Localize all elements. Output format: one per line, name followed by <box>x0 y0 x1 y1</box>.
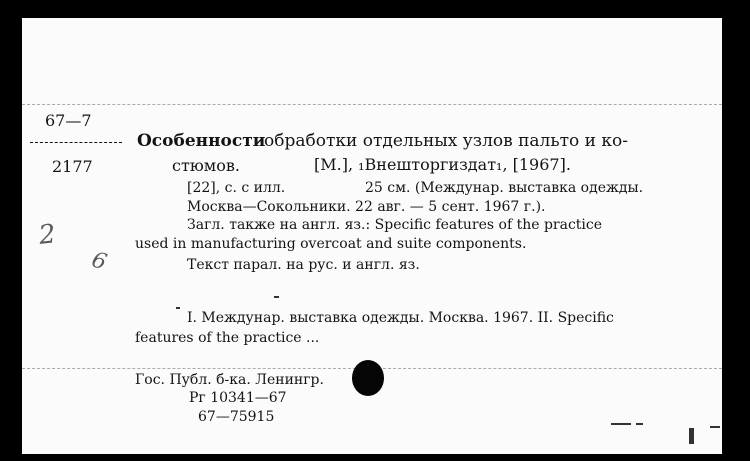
title-main-bold: Особенности <box>137 131 266 151</box>
parallel-text-note: Текст парал. на рус. и англ. яз. <box>187 257 420 273</box>
scan-speck <box>689 428 694 444</box>
registration-number: Рг 10341—67 <box>189 390 287 406</box>
left-scan-edge <box>0 0 22 461</box>
description-pages: [22], с. с илл. <box>187 180 286 196</box>
handwritten-number: 2 <box>37 219 58 251</box>
scan-speck <box>274 296 279 298</box>
control-number: 67—75915 <box>198 409 275 425</box>
subject-entry-line-2: features of the practice ... <box>135 330 320 346</box>
right-scan-edge <box>722 18 750 461</box>
handwritten-mark: 6 <box>88 247 110 276</box>
publication-info: [М.], ₁Внешторгиздат₁, [1967]. <box>314 155 571 174</box>
scan-speck <box>710 426 720 428</box>
call-number-rule <box>30 142 122 143</box>
scan-speck <box>176 307 180 309</box>
library-stamp: Гос. Публ. б-ка. Ленингр. <box>135 372 324 388</box>
description-size-series: 25 см. (Междунар. выставка одежды. <box>365 180 644 196</box>
library-catalog-card <box>22 18 722 454</box>
english-title-note: Загл. также на англ. яз.: Specific features of the practice <box>187 217 603 233</box>
bottom-scan-edge <box>0 454 750 461</box>
call-number-bottom: 2177 <box>52 157 93 176</box>
english-title-continued: used in manufacturing overcoat and suite components. <box>135 236 527 252</box>
card-rule-top <box>22 104 722 105</box>
title-main-rest: обработки отдельных узлов пальто и ко- <box>264 131 628 151</box>
description-series-dates: Москва—Сокольники. 22 авг. — 5 сент. 1967 г.). <box>187 199 546 215</box>
title-continuation: стюмов. <box>172 156 240 175</box>
subject-entry-line-1: I. Междунар. выставка одежды. Москва. 1967. II. Specific <box>187 310 614 326</box>
call-number-top: 67—7 <box>45 111 92 130</box>
top-scan-edge <box>0 0 750 18</box>
scan-speck <box>611 423 631 425</box>
ink-blot <box>352 360 384 396</box>
scan-speck <box>636 423 643 425</box>
